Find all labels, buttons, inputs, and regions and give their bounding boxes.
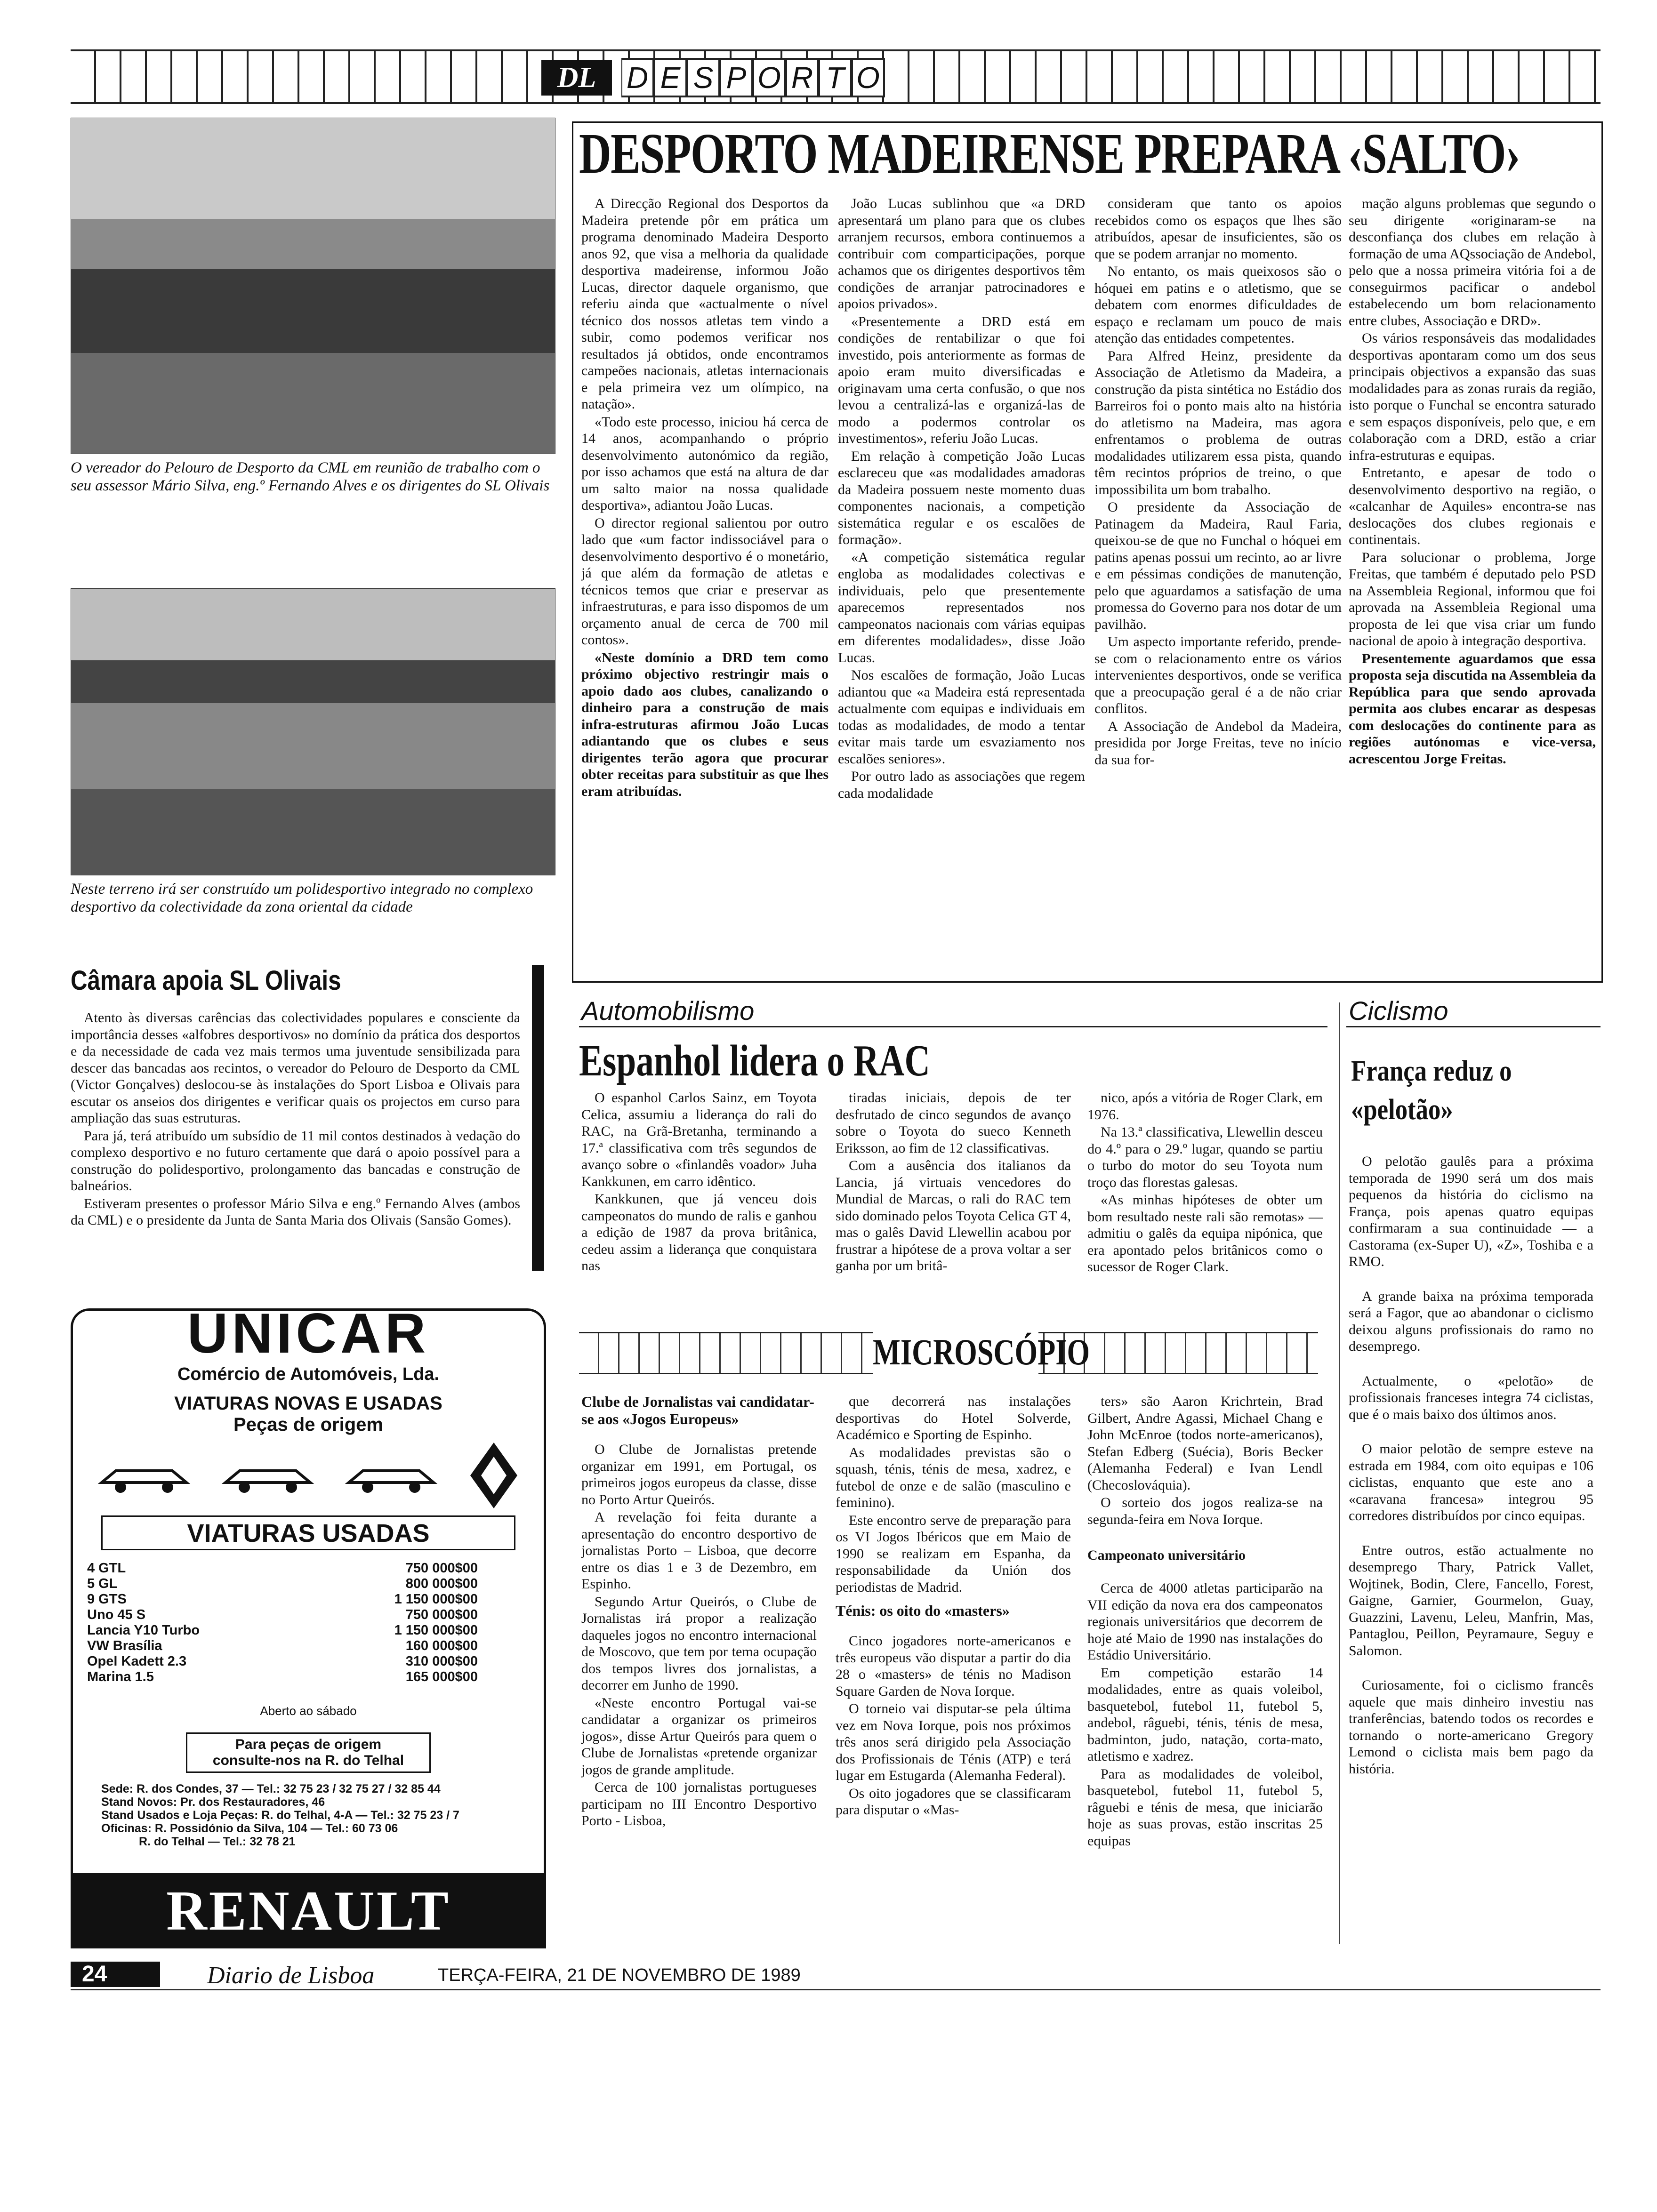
auto-rule (579, 1026, 1327, 1027)
auto-headline: Espanhol lidera o RAC (579, 1036, 930, 1085)
ciclismo-headline: França reduz o «pelotão» (1351, 1055, 1512, 1126)
paragraph: Um aspecto importante referido, prende-se com o relacionamento entre os vários intervenientes desportivos, onde se verifica que a preocupação geral é a de não criar conflitos. (1094, 634, 1342, 716)
ciclismo-article (1349, 1153, 1593, 1778)
price-row (87, 1669, 478, 1685)
paragraph: que decorrerá nas instalações desportivas do Hotel Solverde, Académico e Sporting de Espinho. (836, 1394, 1071, 1443)
auto-col-2 (836, 1090, 1071, 1275)
ad-company: Comércio de Automóveis, Lda. (177, 1364, 440, 1384)
paragraph: Com a ausência dos italianos da Lancia, já virtuais vencedores do Mundial de Marcas, o rali do RAC tem sido dominado pelos Toyota Celica GT 4, mas o galês David Llewellin acabou por frustrar a hipótese de a prova voltar a ser ganha por um britâ- (836, 1158, 1071, 1274)
micro-subhead: Ténis: os oito do «masters» (836, 1602, 1010, 1619)
newspaper-logo: Diario de Lisboa (207, 1962, 375, 1989)
main-col-3 (1094, 195, 1342, 769)
used-title: VIATURAS USADAS (187, 1519, 430, 1547)
price-row (87, 1576, 478, 1592)
paragraph: Entretanto, e apesar de todo o desenvolvimento desportivo na região, o «calcanhar de Aquiles» encontra-se nas deslocações dos clubes regionais e continentais. (1349, 465, 1596, 547)
paragraph: Para já, terá atribuído um subsídio de 11 mil contos destinados à vedação do complexo desportivo e no futuro certamente que dará o apoio possível para a construção do polidesportivo, prolongamento das bancadas e construção de balneários. (71, 1128, 520, 1194)
auto-col-3 (1087, 1090, 1323, 1276)
dl-logo: DL (541, 60, 612, 96)
paragraph: nico, após a vitória de Roger Clark, em 1976. (1087, 1090, 1323, 1122)
micro-subhead: Clube de Jornalistas vai candidatar-se aos «Jogos Europeus» (581, 1393, 814, 1427)
parts-line1: Para peças de origem (235, 1737, 382, 1752)
micro-col-3 (1087, 1393, 1323, 1850)
model: 9 GTS (87, 1592, 127, 1607)
paragraph: Actualmente, o «pelotão» de profissionais franceses integra 74 ciclistas, que é o mais baixo dos últimos anos. (1349, 1373, 1593, 1422)
paragraph: As modalidades previstas são o squash, ténis, ténis de mesa, xadrez, e futebol de onze e de salão (masculino e feminino). (836, 1444, 1071, 1510)
price-row (87, 1561, 478, 1576)
paragraph: Por outro lado as associações que regem cada modalidade (838, 769, 1085, 801)
photo-caption-1: O vereador do Pelouro de Desporto da CML em reunião de trabalho com o seu assessor Mário Silva, eng.º Fernando Alves e os dirigentes do SL Olivais (71, 459, 550, 494)
paragraph: Os oito jogadores que se classificaram para disputar o «Mas- (836, 1785, 1071, 1818)
micro-subhead: Campeonato universitário (1087, 1547, 1246, 1563)
unicar-ad (71, 1302, 546, 1948)
section-title (621, 58, 885, 97)
paragraph: Segundo Artur Queirós, o Clube de Jornalistas irá propor a realização daqueles jogos no encontro internacional de Moscovo, que tem por tema ocupação dos tempos livres dos jornalistas, a decorrer em Junho de 1990. (581, 1594, 817, 1693)
microscopio-title: MICROSCÓPIO (873, 1330, 1038, 1375)
paragraph: Cerca de 4000 atletas participarão na VII edição da nova era dos campeonatos regionais universitários que decorrem de hoje até Maio de 1990 nas instalações do Estádio Universitário. (1087, 1580, 1323, 1663)
price-row (87, 1623, 478, 1638)
main-col-4 (1349, 195, 1596, 768)
paragraph: Na 13.ª classificativa, Llewellin desceu do 4.º para o 29.º lugar, quando se partiu o turbo do motor do seu Toyota num troço das florestas galesas. (1087, 1124, 1323, 1190)
paragraph: «Neste domínio a DRD tem como próximo objectivo restringir mais o apoio dado aos clubes, canalizando o dinheiro para a construção de mais infra-estruturas afirmou João Lucas adiantando que os clubes e seus dirigentes terão agora que procurar obter receitas para substituir as que lhes eram atribuídas. (581, 649, 828, 799)
car-icon (221, 1454, 315, 1497)
camara-bar (532, 965, 544, 1271)
micro-col-1 (581, 1393, 817, 1830)
model: Uno 45 S (87, 1607, 146, 1622)
parts-box (186, 1732, 431, 1773)
model: 4 GTL (87, 1561, 126, 1576)
parts-line2: consulte-nos na R. do Telhal (212, 1753, 404, 1768)
paragraph: Os vários responsáveis das modalidades desportivas apontaram como um dos seus principais objectivos a expansão das suas modalidades para as zonas rurais da região, isto porque o Funchal se encontra saturado e sem espaços disponíveis, pelo que, e em colaboração com a DRD, estão a criar infra-estruturas e equipas. (1349, 330, 1596, 463)
price-row (87, 1607, 478, 1623)
model: VW Brasília (87, 1638, 162, 1653)
terrain-photo (71, 588, 555, 875)
address-line: R. do Telhal — Tel.: 32 78 21 (139, 1835, 296, 1848)
address-line: Oficinas: R. Possidónio da Silva, 104 — Tel.: 60 73 06 (101, 1822, 398, 1835)
address-line: Stand Usados e Loja Peças: R. do Telhal, 4-A — Tel.: 32 75 23 / 7 (101, 1809, 459, 1822)
price: 800 000$00 (405, 1576, 478, 1591)
paragraph: Para solucionar o problema, Jorge Freitas, que também é deputado pelo PSD na Assembleia Regional, informou que foi aprovada na Assembleia Regional uma proposta de lei que visa criar um fundo nacional de apoio à integração desportiva. (1349, 549, 1596, 649)
camara-article (71, 1010, 520, 1230)
price: 165 000$00 (405, 1669, 478, 1684)
ad-addresses (101, 1782, 544, 1848)
main-col-1 (581, 195, 828, 801)
car-icon (97, 1454, 191, 1497)
ad-brand: UNICAR (187, 1302, 430, 1365)
ad-line2: Peças de origem (233, 1414, 383, 1435)
paragraph: Curiosamente, foi o ciclismo francês aquele que mais dinheiro investiu nas tranferências, batendo todos os recordes e tornando o norte-americano Gregory Lemond o ciclista mais bem pago da história. (1349, 1677, 1593, 1777)
paragraph: O Clube de Jornalistas pretende organizar em 1991, em Portugal, os primeiros jogos europeus da classe, disse no Porto Artur Queirós. (581, 1442, 817, 1507)
section-letter: T (819, 58, 852, 97)
paragraph: Estiveram presentes o professor Mário Silva e eng.º Fernando Alves (ambos da CML) e o presidente da Junta de Santa Maria dos Olivais (Sansão Gomes). (71, 1195, 520, 1228)
paragraph: ters» são Aaron Krichrtein, Brad Gilbert, Andre Agassi, Michael Chang e John McEnroe (todos norte-americanos), Stefan Edberg (Suécia), Boris Becker (Alemanha Federal) e Ivan Lendl (Checoslováquia). (1087, 1394, 1323, 1493)
ciclismo-label: Ciclismo (1349, 996, 1448, 1026)
paragraph: Cinco jogadores norte-americanos e três europeus vão disputar a partir do dia 28 o «masters» de ténis no Madison Square Garden de Nova Iorque. (836, 1633, 1071, 1699)
paragraph: O espanhol Carlos Sainz, em Toyota Celica, assumiu a liderança do rali do RAC, na Grã-Bretanha, terminando a 17.ª classificativa com três segundos de avanço sobre o «finlandês voador» Juha Kankkunen, em carro idêntico. (581, 1090, 817, 1189)
paragraph: Em relação à competição João Lucas esclareceu que «as modalidades amadoras da Madeira possuem neste momento duas componentes nacionais, a competição sistemática regular e os escalões de formação». (838, 448, 1085, 547)
price: 160 000$00 (405, 1638, 478, 1653)
price: 750 000$00 (405, 1607, 478, 1622)
ad-cars (73, 1435, 544, 1515)
price: 750 000$00 (405, 1561, 478, 1576)
price: 1 150 000$00 (394, 1623, 478, 1638)
main-col-2 (838, 195, 1085, 802)
column-divider (1339, 1002, 1340, 1944)
paragraph: Kankkunen, que já venceu dois campeonatos do mundo de ralis e ganhou a edição de 1987 da prova britânica, cedeu assim a liderança que conquistara nas (581, 1191, 817, 1274)
price: 1 150 000$00 (394, 1592, 478, 1607)
model: Lancia Y10 Turbo (87, 1623, 200, 1638)
paragraph: Nos escalões de formação, João Lucas adiantou que «a Madeira está representada actualmente com equipas e individuais em todas as modalidades, de modo a tentar evitar mais tarde um esvaziamento nos escalões seniores». (838, 667, 1085, 767)
car-icon (344, 1454, 438, 1497)
price-list (87, 1561, 478, 1685)
section-letter: O (753, 58, 786, 97)
section-letter: E (654, 58, 687, 97)
issue-date: TERÇA-FEIRA, 21 DE NOVEMBRO DE 1989 (438, 1965, 801, 1985)
photo-caption-2: Neste terreno irá ser construído um polidesportivo integrado no complexo desportivo da colectividade da zona oriental da cidade (71, 881, 533, 915)
section-letter: P (720, 58, 753, 97)
price-row (87, 1638, 478, 1654)
paragraph: No entanto, os mais queixosos são o hóquei em patins e o atletismo, que se debatem com enormes dificuldades de espaço e reclamam um pouco de mais atenção das entidades competentes. (1094, 264, 1342, 346)
paragraph: A Associação de Andebol da Madeira, presidida por Jorge Freitas, teve no início da sua for- (1094, 718, 1342, 768)
ciclismo-rule (1346, 1026, 1601, 1027)
paragraph: Presentemente aguardamos que essa proposta seja discutida na Assembleia da República para que sendo aprovada permita aos clubes encarar as despesas com deslocações do continente para as regiões autónomas e vice-versa, acrescentou Jorge Freitas. (1349, 650, 1596, 767)
paragraph: Cerca de 100 jornalistas portugueses participam no III Encontro Desportivo Porto - Lisboa, (581, 1779, 817, 1828)
paragraph: João Lucas sublinhou que «a DRD apresentará um plano para que os clubes arranjem recursos, embora continuemos a contribuir com comparticipações, porque achamos que os dirigentes desportivos têm condições de arranjar patrocinadores e apoios privados». (838, 196, 1085, 312)
paragraph: Para Alfred Heinz, presidente da Associação de Atletismo da Madeira, a construção da pista sintética no Estádio dos Barreiros foi o ponto mais alto na história do atletismo na Madeira, mas agora enfrentamos o problema de outras modalidades utilizarem essa pista, quando têm recintos próprios de treino, o que impossibilita um bom trabalho. (1094, 348, 1342, 497)
paragraph: O director regional salientou por outro lado que «um factor indissociável para o desenvolvimento desportivo é o monetário, já que além da formação de atletas e técnicos temos que criar e preservar as infraestruturas, e para isso dispomos de um orçamento anual de cerca de 700 mil contos». (581, 515, 828, 648)
renault-logo-icon (468, 1440, 520, 1511)
paragraph: O sorteio dos jogos realiza-se na segunda-feira em Nova Iorque. (1087, 1495, 1323, 1527)
address-line: Stand Novos: Pr. dos Restauradores, 46 (101, 1795, 325, 1809)
paragraph: tiradas iniciais, depois de ter desfrutado de cinco segundos de avanço sobre o Toyota do sueco Kenneth Eriksson, ao fim de 12 classificativas. (836, 1090, 1071, 1156)
main-headline: DESPORTO MADEIRENSE PREPARA ‹SALTO› (579, 122, 1520, 185)
footer-rule (71, 1989, 1601, 1990)
page-number: 24 (71, 1962, 160, 1987)
paragraph: A revelação foi feita durante a apresentação do encontro desportivo de jornalistas Porto – Lisboa, que decorre entre os dias 1 e 3 de Dezembro, em Espinho. (581, 1509, 817, 1592)
paragraph: «Presentemente a DRD está em condições de rentabilizar o que foi investido, pois anteriormente as formas de apoio eram muito diversificadas e originavam uma certa confusão, o que nos levou a centralizá-las e organizá-las de modo a podermos controlar os investimentos», referiu João Lucas. (838, 313, 1085, 446)
paragraph: O torneio vai disputar-se pela última vez em Nova Iorque, pois nos próximos três anos será dirigido pela Associação dos Profissionais de Ténis (ATP) e terá lugar em Estugarda (Alemanha Federal). (836, 1701, 1071, 1783)
paragraph: A Direcção Regional dos Desportos da Madeira pretende pôr em prática um programa denominado Madeira Desporto anos 92, que visa a melhoria da qualidade desportiva madeirense, informou João Lucas, director daquele organismo, que referiu ainda que «actualmente o nível técnico dos nossos atletas tem vindo a subir, como podemos verificar nos resultados já obtidos, onde encontramos campeões nacionais, atletas internacionais e pela primeira vez um olímpico, na natação». (581, 196, 828, 412)
paragraph: O maior pelotão de sempre esteve na estrada em 1984, com oito equipas e 106 ciclistas, enquanto que este ano a «caravana francesa» integrou 95 corredores distribuídos por cinco equipas. (1349, 1441, 1593, 1523)
model: Opel Kadett 2.3 (87, 1654, 187, 1669)
paragraph: Em competição estarão 14 modalidades, entre as quais voleibol, basquetebol, futebol 11, futebol 5, andebol, râguebi, ténis, ténis de mesa, badminton, judo, natação, corta-mato, atletismo e xadrez. (1087, 1665, 1323, 1764)
paragraph: «Todo este processo, iniciou há cerca de 14 anos, acompanhando o próprio desenvolvimento autonómico da região, por isso achamos que está na altura de dar um salto maior na nossa qualidade desportiva», adiantou João Lucas. (581, 414, 828, 513)
paragraph: A grande baixa na próxima temporada será a Fagor, que ao abandonar o ciclismo deixou alguns profissionais do ramo no desemprego. (1349, 1288, 1593, 1354)
ad-open: Aberto ao sábado (260, 1704, 357, 1718)
paragraph: «As minhas hipóteses de obter um bom resultado neste rali são remotas» — admitiu o galês da equipa nipónica, que era apontado pelos britânicos como o sucessor de Roger Clark. (1087, 1192, 1323, 1274)
address-line: Sede: R. dos Condes, 37 — Tel.: 32 75 23 / 32 75 27 / 32 85 44 (101, 1782, 441, 1795)
section-letter: R (786, 58, 819, 97)
section-letter: S (687, 58, 720, 97)
renault-banner: RENAULT (71, 1873, 546, 1948)
paragraph: Entre outros, estão actualmente no desemprego Thary, Patrick Vallet, Wojtinek, Bodin, Clere, Fancello, Forest, Gaigne, Garnier, Gourmelon, Guay, Guazzini, Lavenu, Leleu, Manfrin, Mas, Pantaglou, Peillon, Peyramaure, Seguy e Salomon. (1349, 1542, 1593, 1659)
model: Marina 1.5 (87, 1669, 154, 1684)
price-row (87, 1654, 478, 1669)
paragraph: Atento às diversas carências das colectividades populares e consciente da importância desses «alfobres desportivos» no domínio da prática dos desportos e da necessidade de cada vez mais termos uma juventude sensibilizada para descer das bancadas aos recintos, o vereador do Pelouro de Desporto da CML (Victor Gonçalves) deslocou-se às instalações do Sport Lisboa e Olivais para escutar os anseios dos dirigentes e verificar quais os projectos em curso para ampliação das suas estruturas. (71, 1010, 520, 1126)
price-row (87, 1592, 478, 1607)
paragraph: Este encontro serve de preparação para os VI Jogos Ibéricos que em Maio de 1990 se realizam em Espanha, da responsabilidade da Unión dos periodistas de Madrid. (836, 1512, 1071, 1595)
price: 310 000$00 (405, 1654, 478, 1669)
model: 5 GL (87, 1576, 118, 1591)
micro-col-2 (836, 1393, 1071, 1819)
used-title-box (101, 1515, 515, 1550)
paragraph: mação alguns problemas que segundo o seu dirigente «originaram-se na desconfiança dos clubes em relação à formação de uma AQssociação de Andebol, pelo que a nossa primeira vitória foi a de conseguirmos pacificar o andebol estabelecendo um bom relacionamento entre clubes, Associação e DRD». (1349, 196, 1596, 329)
paragraph: Para as modalidades de voleibol, basquetebol, futebol 11, futebol 5, râguebi e ténis de mesa, que iniciarão hoje as suas provas, estão inscritas 25 equipas (1087, 1766, 1323, 1849)
paragraph: consideram que tanto os apoios recebidos como os espaços que lhes são atribuídos, apesar de insuficientes, são os que se podem arranjar no momento. (1094, 196, 1342, 262)
auto-col-1 (581, 1090, 817, 1275)
paragraph: «Neste encontro Portugal vai-se candidatar a organizar os primeiros jogos», disse Artur Queirós para quem o Clube de Jornalistas «pretende organizar jogos de grande amplitude. (581, 1695, 817, 1778)
section-letter: O (852, 58, 885, 97)
meeting-photo (71, 118, 555, 454)
paragraph: O pelotão gaulês para a próxima temporada de 1990 será um dos mais pequenos da história do ciclismo na França, pois apenas quatro equipas confirmaram a sua continuidade — a Castorama (ex-Super U), «Z», Toshiba e a RMO. (1349, 1154, 1593, 1269)
paragraph: O presidente da Associação de Patinagem da Madeira, Raul Faria, queixou-se de que no Funchal o hóquei em patins apenas possui um recinto, ao ar livre e em péssimas condições de manutenção, pelo que aguardamos a satisfação de uma promessa do Governo para nos dotar de um pavilhão. (1094, 499, 1342, 632)
camara-headline: Câmara apoia SL Olivais (71, 965, 341, 996)
paragraph: «A competição sistemática regular engloba as modalidades colectivas e individuais, pelo que presentemente aparecemos representados nos campeonatos nacionais com várias equipas em diferentes modalidades», disse João Lucas. (838, 549, 1085, 665)
ad-line1: VIATURAS NOVAS E USADAS (174, 1393, 442, 1414)
section-letter: D (621, 58, 654, 97)
section-header (71, 49, 1601, 104)
auto-label: Automobilismo (581, 996, 755, 1026)
